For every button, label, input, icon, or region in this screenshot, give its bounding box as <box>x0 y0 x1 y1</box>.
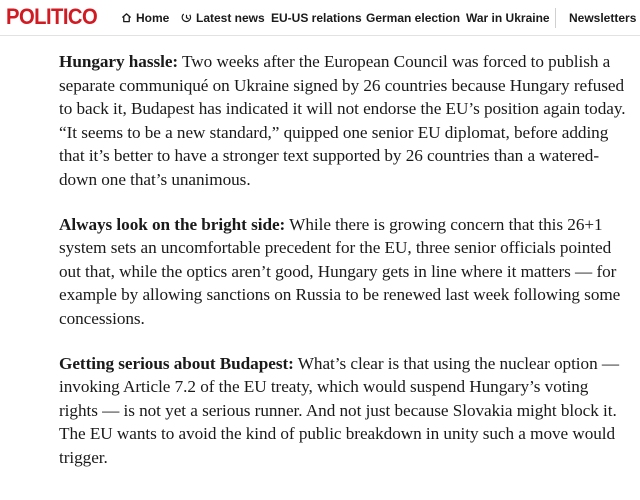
paragraph-text: What’s clear is that using the nuclear option — invoking Article 7.2 of the EU treaty, which would suspend Hungary’s voting rights — is not yet a serious runner. And not just because Slovakia might block it. The EU wants to avoid the kind of public breakdown in unity such a move would trigger. <box>59 353 620 467</box>
nav-item-label: War in Ukraine <box>466 11 550 25</box>
nav-item-war-in-ukraine[interactable] <box>466 10 550 26</box>
paragraph-lead: Hungary hassle: <box>59 52 179 71</box>
paragraph-text: Two weeks after the European Council was forced to publish a separate communiqué on Ukraine signed by 26 countries because Hungary refused to back it, Budapest has indicated it will not endorse the EU’s position again today. “It seems to be a new standard,” quipped one senior EU diplomat, before adding that it’s better to have a stronger text supported by 26 countries than a watered-down one that’s unanimous. <box>59 52 626 189</box>
paragraph-hungary-hassle <box>59 50 629 192</box>
nav-divider <box>555 8 556 28</box>
nav-item-label: Home <box>136 11 170 25</box>
nav-item-latest-news[interactable] <box>181 10 265 26</box>
nav-item-label: EU-US relations <box>271 11 362 25</box>
nav-item-german-election[interactable] <box>366 10 460 26</box>
nav-item-label: Newsletters <box>569 11 637 25</box>
paragraph-lead: Always look on the bright side: <box>59 214 286 234</box>
nav-item-eu-us-relations[interactable] <box>271 10 362 26</box>
nav-item-label: Latest news <box>196 11 265 25</box>
home-icon <box>121 12 132 23</box>
nav-item-home[interactable] <box>121 10 169 26</box>
paragraph-text: While there is growing concern that this 26+1 system sets an uncomfortable precedent for the EU, three senior officials pointed out that, while the optics aren’t good, Hungary gets in line where it matters — for example by allowing sanctions on Russia to be renewed last week following some concessions. <box>59 214 621 328</box>
nav-item-newsletters[interactable] <box>569 10 636 26</box>
top-navigation-bar <box>0 0 640 36</box>
paragraph-getting-serious <box>59 352 629 470</box>
nav-item-label: German election <box>366 11 461 25</box>
politico-logo[interactable]: POLITICO <box>6 4 98 29</box>
paragraph-lead: Getting serious about Budapest: <box>59 353 294 373</box>
clock-icon <box>181 12 192 23</box>
article-body <box>59 50 629 491</box>
paragraph-bright-side <box>59 213 629 331</box>
